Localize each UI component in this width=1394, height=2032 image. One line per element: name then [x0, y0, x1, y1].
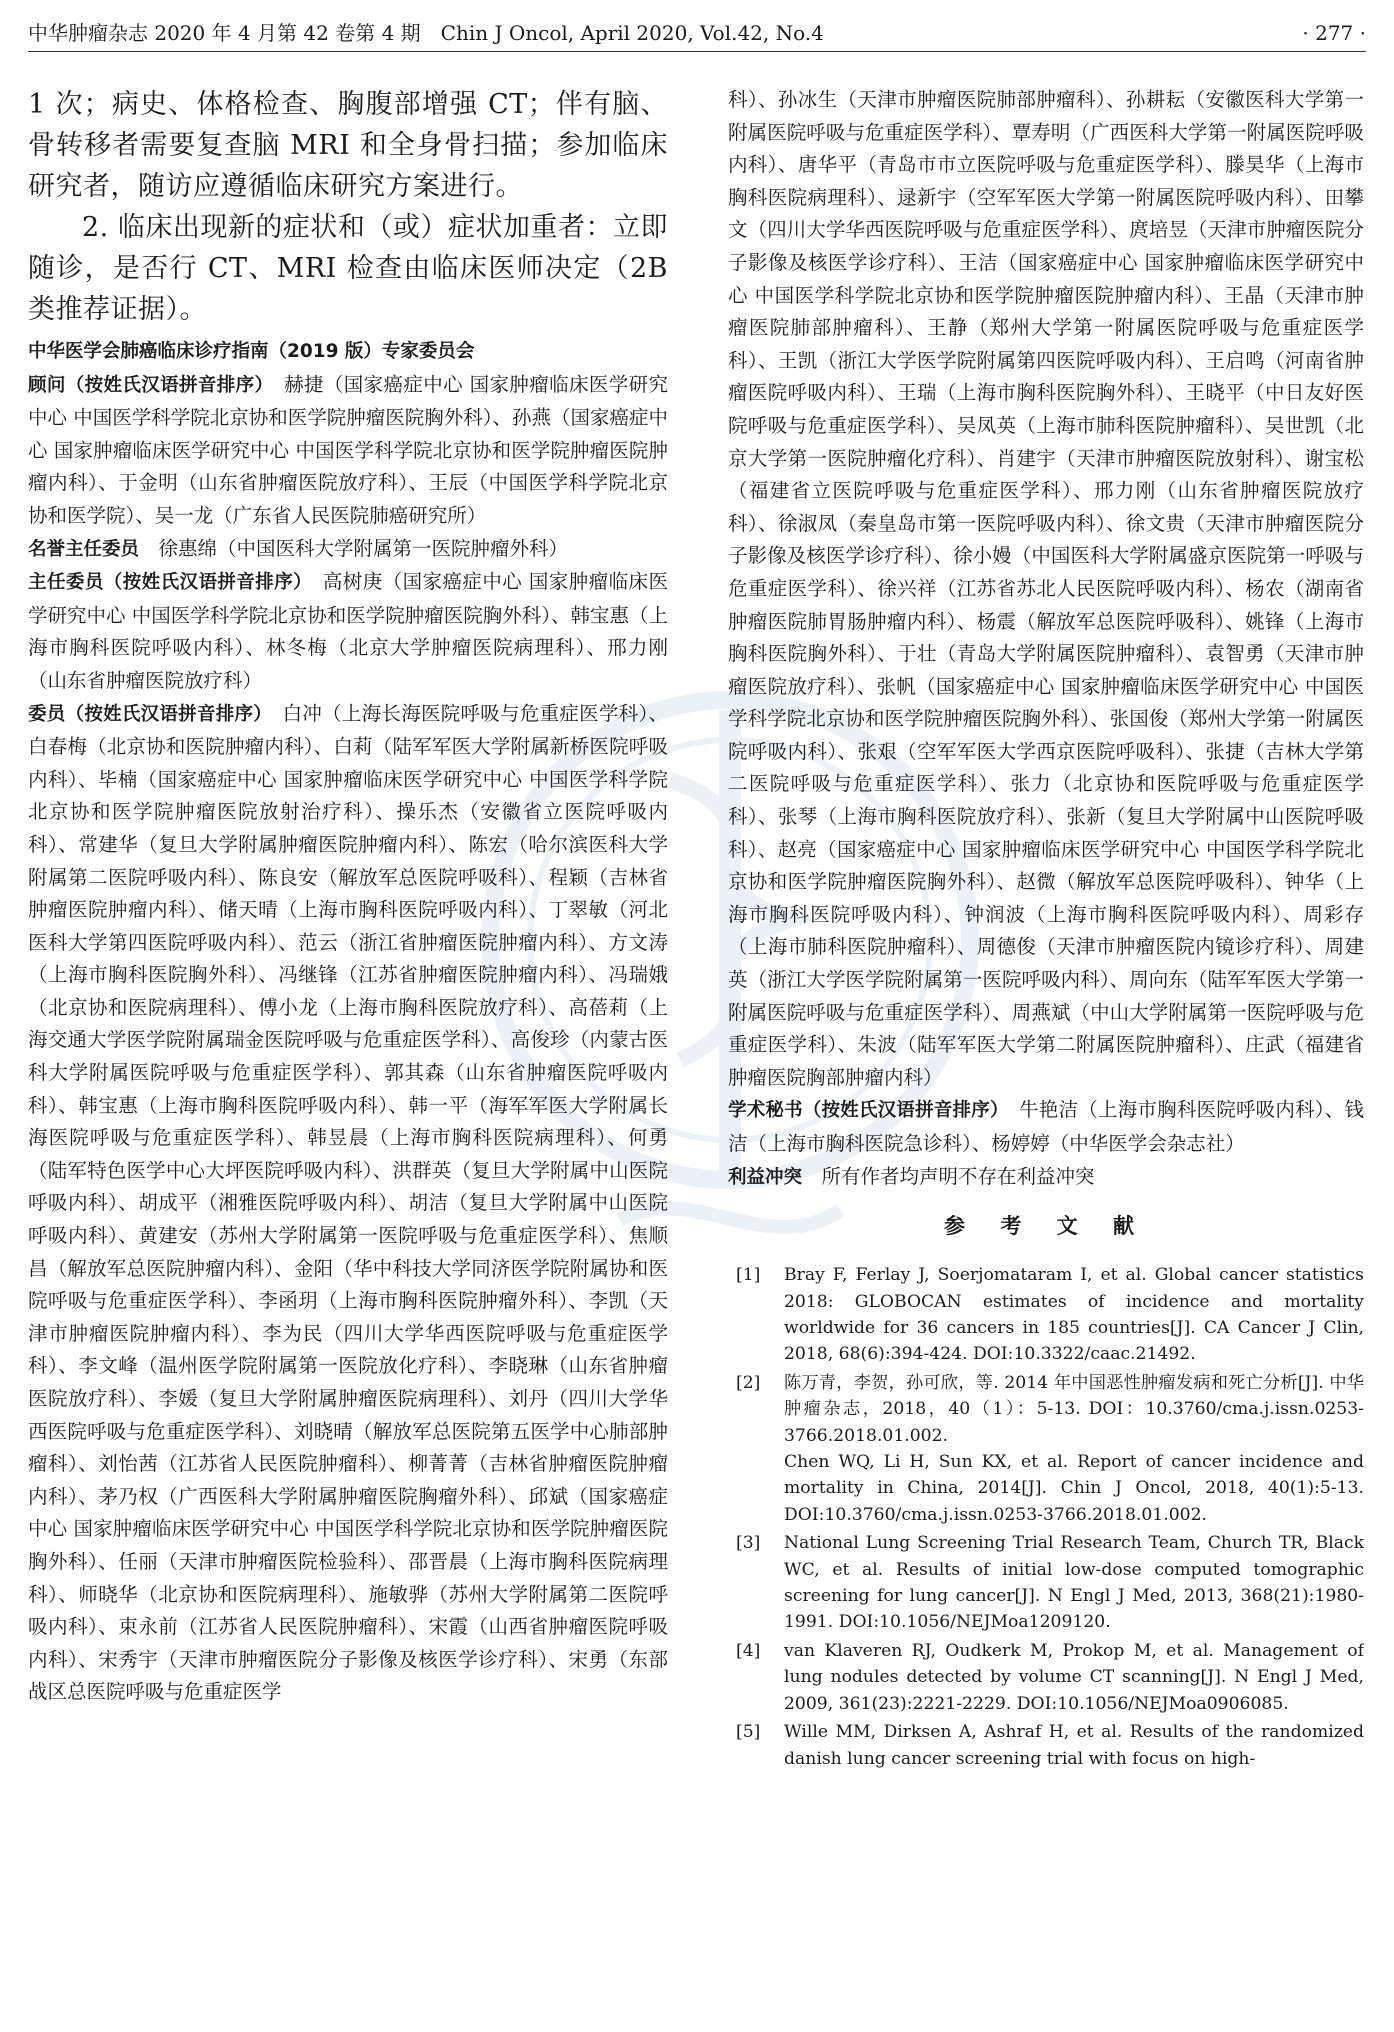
- chair-entry: [28, 566, 668, 697]
- body-paragraph-1: 1 次；病史、体格检查、胸腹部增强 CT；伴有脑、骨转移者需要复查脑 MRI 和全身骨扫描；参加临床研究者，随访应遵循临床研究方案进行。: [28, 89, 668, 202]
- reference-number: [3]: [736, 1533, 761, 1554]
- reference-line: Bray F, Ferlay J, Soerjomataram I, et al. Global cancer statistics 2018: GLOBOCAN estimates of incidence and mortality worldwide for 36 cancers in 185 countries[J]. CA Cancer J Clin, 2018, 68(6):394-424. DOI:10.3322/caac.21492.: [784, 1265, 1364, 1365]
- conflict-text: 所有作者均声明不存在利益冲突: [821, 1164, 1095, 1188]
- committee-title: 中华医学会肺癌临床诊疗指南（2019 版）专家委员会: [28, 341, 475, 362]
- advisors-label: 顾问（按姓氏汉语拼音排序）: [28, 374, 265, 396]
- journal-citation: 中华肿瘤杂志 2020 年 4 月第 42 卷第 4 期 Chin J Oncol, April 2020, Vol.42, No.4: [28, 21, 824, 45]
- reference-text: [784, 1370, 1364, 1528]
- advisors-text: 赫捷（国家癌症中心 国家肿瘤临床医学研究中心 中国医学科学院北京协和医学院肿瘤医院胸外科）、孙燕（国家癌症中心 国家肿瘤临床医学研究中心 中国医学科学院北京协和医学院肿瘤医院肿瘤内科）、于金明（山东省肿瘤医院放疗科）、王辰（中国医学科学院北京协和医学院）、吴一龙（广东省人民医院肺癌研究所）: [28, 372, 668, 527]
- reference-item: [728, 1530, 1364, 1636]
- members-continued: 科）、孙冰生（天津市肿瘤医院肺部肿瘤科）、孙耕耘（安徽医科大学第一附属医院呼吸与危重症医学科）、覃寿明（广西医科大学第一附属医院呼吸内科）、唐华平（青岛市市立医院呼吸与危重症医学科）、滕昊华（上海市胸科医院病理科）、逯新宇（空军军医大学第一附属医院呼吸内科）、田攀文（四川大学华西医院呼吸与危重症医学科）、庹培昱（天津市肿瘤医院分子影像及核医学诊疗科）、王洁（国家癌症中心 国家肿瘤临床医学研究中心 中国医学科学院北京协和医学院肿瘤医院肿瘤内科）、王晶（天津市肿瘤医院肺部肿瘤科）、王静（郑州大学第一附属医院呼吸与危重症医学科）、王凯（浙江大学医学院附属第四医院呼吸内科）、王启鸣（河南省肿瘤医院呼吸内科）、王瑞（上海市胸科医院胸外科）、王晓平（中日友好医院呼吸与危重症医学科）、吴凤英（上海市肺科医院肿瘤科）、吴世凯（北京大学第一医院肿瘤化疗科）、肖建宇（天津市肿瘤医院放射科）、谢宝松（福建省立医院呼吸与危重症医学科）、邢力刚（山东省肿瘤医院放疗科）、徐淑凤（秦皇岛市第一医院呼吸内科）、徐文贵（天津市肿瘤医院分子影像及核医学诊疗科）、徐小嫚（中国医科大学附属盛京医院第一呼吸与危重症医学科）、徐兴祥（江苏省苏北人民医院呼吸内科）、杨农（湖南省肿瘤医院肺胃肠肿瘤内科）、杨震（解放军总医院呼吸科）、姚锋（上海市胸科医院胸外科）、于壮（青岛大学附属医院肿瘤科）、袁智勇（天津市肿瘤医院放疗科）、张帆（国家癌症中心 国家肿瘤临床医学研究中心 中国医学科学院北京协和医学院肿瘤医院胸外科）、张国俊（郑州大学第一附属医院呼吸内科）、张艰（空军军医大学西京医院呼吸科）、张捷（吉林大学第二医院呼吸与危重症医学科）、张力（北京协和医院呼吸与危重症医学科）、张琴（上海市胸科医院放疗科）、张新（复旦大学附属中山医院呼吸科）、赵亮（国家癌症中心 国家肿瘤临床医学研究中心 中国医学科学院北京协和医学院肿瘤医院胸外科）、赵微（解放军总医院呼吸科）、钟华（上海市胸科医院呼吸内科）、钟润波（上海市胸科医院呼吸内科）、周彩存（上海市肺科医院肿瘤科）、周德俊（天津市肿瘤医院内镜诊疗科）、周建英（浙江大学医学院附属第一医院呼吸内科）、周向东（陆军军医大学第一附属医院呼吸与危重症医学科）、周燕斌（中山大学附属第一医院呼吸与危重症医学科）、朱波（陆军军医大学第二附属医院肿瘤科）、庄武（福建省肿瘤医院胸部肿瘤内科）: [728, 88, 1364, 1089]
- reference-line: Chen WQ, Li H, Sun KX, et al. Report of cancer incidence and mortality in China, 2014[J]. Chin J Oncol, 2018, 40(1):5-13. DOI:10.3760/cma.j.issn.0253-3766.2018.01.002.: [784, 1452, 1364, 1525]
- members-entry: [28, 698, 668, 1709]
- chair-label: 主任委员（按姓氏汉语拼音排序）: [28, 572, 303, 594]
- members-label: 委员（按姓氏汉语拼音排序）: [28, 703, 263, 725]
- members-text: 白冲（上海长海医院呼吸与危重症医学科）、白春梅（北京协和医院肿瘤内科）、白莉（陆军军医大学附属新桥医院呼吸内科）、毕楠（国家癌症中心 国家肿瘤临床医学研究中心 中国医学科学院北京协和医学院肿瘤医院放射治疗科）、操乐杰（安徽省立医院呼吸内科）、常建华（复旦大学附属肿瘤医院肿瘤内科）、陈宏（哈尔滨医科大学附属第二医院呼吸内科）、陈良安（解放军总医院呼吸科）、程颖（吉林省肿瘤医院肿瘤内科）、储天晴（上海市胸科医院呼吸内科）、丁翠敏（河北医科大学第四医院呼吸内科）、范云（浙江省肿瘤医院肿瘤内科）、方文涛（上海市胸科医院胸外科）、冯继锋（江苏省肿瘤医院肿瘤内科）、冯瑞娥（北京协和医院病理科）、傅小龙（上海市胸科医院放疗科）、高蓓莉（上海交通大学医学院附属瑞金医院呼吸与危重症医学科）、高俊珍（内蒙古医科大学附属医院呼吸与危重症医学科）、郭其森（山东省肿瘤医院呼吸内科）、韩宝惠（上海市胸科医院呼吸内科）、韩一平（海军军医大学附属长海医院呼吸与危重症医学科）、韩昱晨（上海市胸科医院病理科）、何勇（陆军特色医学中心大坪医院呼吸内科）、洪群英（复旦大学附属中山医院呼吸内科）、胡成平（湘雅医院呼吸内科）、胡洁（复旦大学附属中山医院呼吸内科）、黄建安（苏州大学附属第一医院呼吸与危重症医学科）、焦顺昌（解放军总医院肿瘤内科）、金阳（华中科技大学同济医学院附属协和医院呼吸与危重症医学科）、李函玥（上海市胸科医院肿瘤外科）、李凯（天津市肿瘤医院肿瘤内科）、李为民（四川大学华西医院呼吸与危重症医学科）、李文峰（温州医学院附属第一医院放化疗科）、李晓琳（山东省肿瘤医院放疗科）、李媛（复旦大学附属肿瘤医院病理科）、刘丹（四川大学华西医院呼吸与危重症医学科）、刘晓晴（解放军总医院第五医学中心肺部肿瘤科）、刘怡茜（江苏省人民医院肿瘤科）、柳菁菁（吉林省肿瘤医院肿瘤内科）、茅乃权（广西医科大学附属肿瘤医院胸瘤外科）、邱斌（国家癌症中心 国家肿瘤临床医学研究中心 中国医学科学院北京协和医学院肿瘤医院胸外科）、任丽（天津市肿瘤医院检验科）、邵晋晨（上海市胸科医院病理科）、师晓华（北京协和医院病理科）、施敏骅（苏州大学附属第二医院呼吸内科）、束永前（江苏省人民医院肿瘤科）、宋霞（山西省肿瘤医院呼吸内科）、宋秀宇（天津市肿瘤医院分子影像及核医学诊疗科）、宋勇（东部战区总医院呼吸与危重症医学: [28, 701, 668, 1704]
- reference-line: National Lung Screening Trial Research Team, Church TR, Black WC, et al. Results of initial low-dose computed tomographic screening for lung cancer[J]. N Engl J Med, 2013, 368(21):1980-1991. DOI:10.1056/NEJMoa1209120.: [784, 1533, 1364, 1633]
- honorary-entry: [28, 533, 668, 567]
- honorary-label: 名誉主任委员: [28, 538, 140, 560]
- reference-list: [728, 1262, 1364, 1772]
- reference-text: [784, 1638, 1364, 1717]
- reference-text: [784, 1530, 1364, 1636]
- reference-number: [4]: [736, 1640, 761, 1661]
- conflict-label: 利益冲突: [728, 1166, 803, 1188]
- committee-list: [28, 336, 668, 1709]
- left-column: [28, 84, 668, 2019]
- references-heading: 参 考 文 献: [944, 1214, 1148, 1239]
- running-header: [28, 18, 1366, 52]
- reference-number: [1]: [736, 1265, 761, 1286]
- committee-list-continued: [728, 84, 1364, 1194]
- reference-number: [2]: [736, 1372, 761, 1393]
- reference-line: 陈万青，李贺，孙可欣，等. 2014 年中国恶性肿瘤发病和死亡分析[J]. 中华肿瘤杂志，2018，40（1）：5-13. DOI：10.3760/cma.j.issn.0253-3766.2018.01.002.: [784, 1372, 1364, 1446]
- secretary-label: 学术秘书（按姓氏汉语拼音排序）: [728, 1100, 1000, 1122]
- reference-line: Wille MM, Dirksen A, Ashraf H, et al. Results of the randomized danish lung cancer screening trial with focus on high-: [784, 1722, 1364, 1769]
- reference-line: van Klaveren RJ, Oudkerk M, Prokop M, et al. Management of lung nodules detected by volume CT scanning[J]. N Engl J Med, 2009, 361(23):2221-2229. DOI:10.1056/NEJMoa0906085.: [784, 1640, 1364, 1714]
- reference-text: [784, 1719, 1364, 1772]
- advisors-entry: [28, 369, 668, 533]
- reference-item: [728, 1719, 1364, 1772]
- reference-item: [728, 1262, 1364, 1368]
- reference-number: [5]: [736, 1722, 761, 1743]
- reference-item: [728, 1638, 1364, 1717]
- conflict-entry: [728, 1161, 1364, 1195]
- secretary-entry: [728, 1094, 1364, 1160]
- page-number: · 277 ·: [1302, 21, 1366, 45]
- reference-item: [728, 1370, 1364, 1528]
- reference-text: [784, 1262, 1364, 1368]
- honorary-text: 徐惠绵（中国医科大学附属第一医院肿瘤外科）: [158, 536, 569, 560]
- secretary-text: 牛艳洁（上海市胸科医院呼吸内科）、钱洁（上海市胸科医院急诊科）、杨婷婷（中华医学会杂志社）: [728, 1098, 1364, 1155]
- chair-text: 高树庚（国家癌症中心 国家肿瘤临床医学研究中心 中国医学科学院北京协和医学院肿瘤医院胸外科）、韩宝惠（上海市胸科医院呼吸内科）、林冬梅（北京大学肿瘤医院病理科）、邢力刚（山东省肿瘤医院放疗科）: [28, 570, 668, 692]
- body-paragraph-2: 2. 临床出现新的症状和（或）症状加重者：立即随诊，是否行 CT、MRI 检查由临床医师决定（2B 类推荐证据）。: [28, 212, 668, 325]
- right-column: [728, 84, 1364, 2019]
